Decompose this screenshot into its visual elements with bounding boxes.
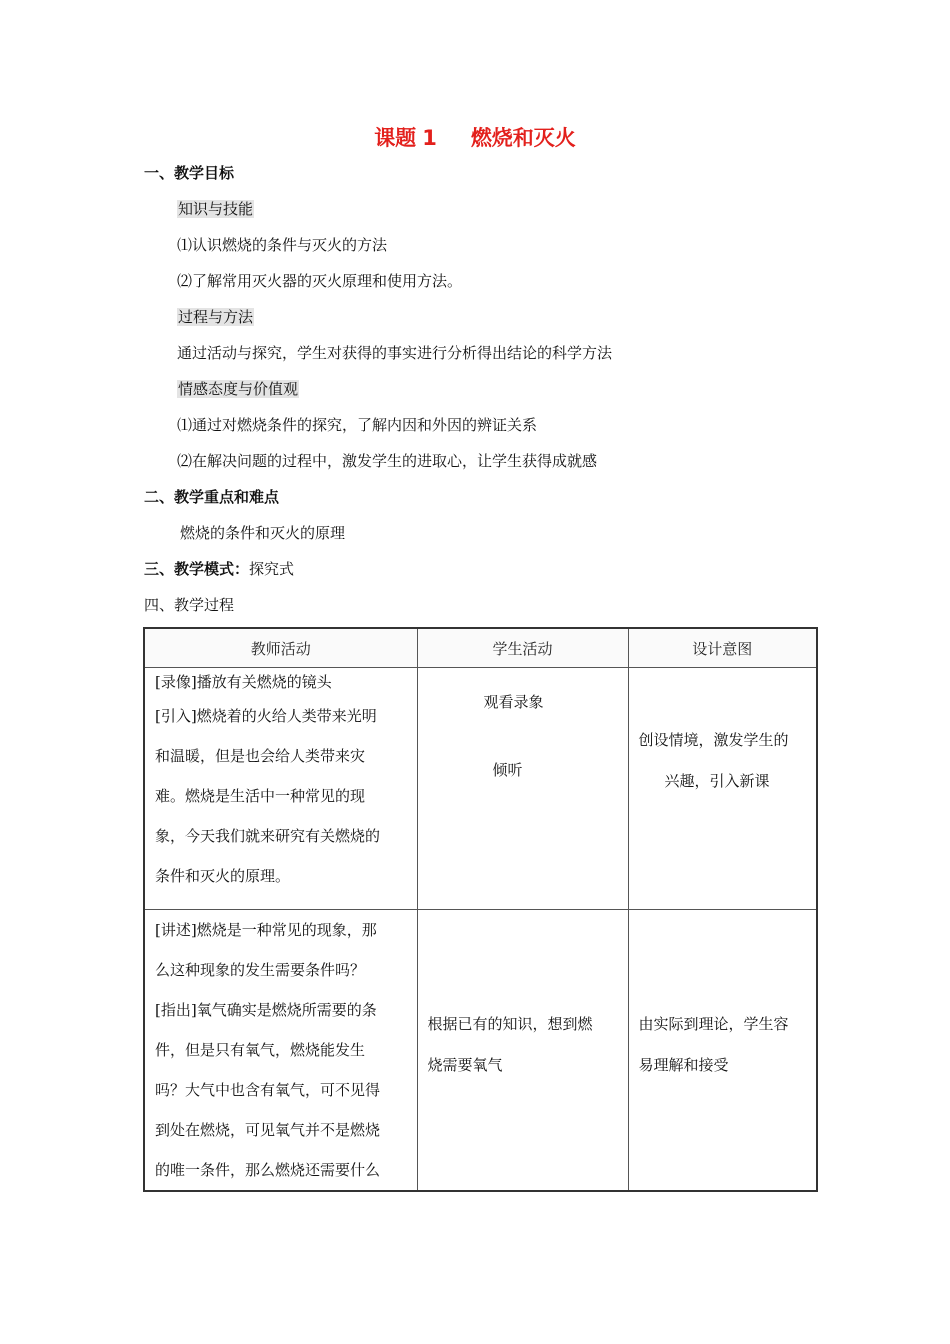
cell-line: 件，但是只有氧气，燃烧能发生 <box>155 1041 366 1059</box>
subheading-knowledge: 知识与技能 <box>178 200 254 218</box>
cell-line: [引入]燃烧着的火给人类带来光明 <box>155 707 377 725</box>
objective-item: ⑵在解决问题的过程中，激发学生的进取心，让学生获得成就感 <box>177 452 598 470</box>
table-row <box>144 668 817 910</box>
cell-line: [指出]氧气确实是燃烧所需要的条 <box>155 1001 377 1019</box>
title-prefix: 课题 <box>374 126 417 150</box>
cell-line: 的唯一条件，那么燃烧还需要什么 <box>155 1161 381 1179</box>
cell-line: 吗？大气中也含有氧气，可不见得 <box>155 1081 381 1099</box>
cell-line: 烧需要氧气 <box>427 1056 503 1074</box>
title-text: 燃烧和灭火 <box>470 126 576 150</box>
header-student: 学生活动 <box>417 628 628 668</box>
cell-line: [录像]播放有关燃烧的镜头 <box>155 673 332 691</box>
cell-line: 象，今天我们就来研究有关燃烧的 <box>155 827 381 845</box>
cell-line: 创设情境，激发学生的 <box>638 731 789 749</box>
cell-line: 兴趣，引入新课 <box>664 772 770 790</box>
teaching-mode-text: 探究式 <box>249 560 295 578</box>
section-4-heading: 四、教学过程 <box>144 596 235 614</box>
cell-line: 易理解和接受 <box>638 1056 729 1074</box>
section-1-heading: 一、教学目标 <box>144 164 235 182</box>
design-intent-cell <box>628 668 817 910</box>
section-3-heading: 三、教学模式： <box>144 560 250 578</box>
cell-line: 观看录象 <box>483 693 544 711</box>
student-activity-cell <box>417 910 628 1192</box>
objective-item: ⑴认识燃烧的条件与灭火的方法 <box>177 236 388 254</box>
page-title <box>0 122 950 152</box>
teacher-activity-cell <box>144 910 417 1192</box>
design-intent-cell <box>628 910 817 1192</box>
student-activity-cell <box>417 668 628 910</box>
table-row <box>144 910 817 1192</box>
table-header-row <box>144 628 817 668</box>
cell-line: 到处在燃烧，可见氧气并不是燃烧 <box>155 1121 381 1139</box>
key-points-text: 燃烧的条件和灭火的原理 <box>180 524 346 542</box>
objective-item: ⑵了解常用灭火器的灭火原理和使用方法。 <box>177 272 463 290</box>
title-number: 1 <box>422 126 437 150</box>
section-2-heading: 二、教学重点和难点 <box>144 488 280 506</box>
cell-line: 倾听 <box>492 761 523 779</box>
cell-line: 和温暖，但是也会给人类带来灾 <box>155 747 366 765</box>
teaching-process-table <box>143 627 818 1192</box>
cell-line: 条件和灭火的原理。 <box>155 867 291 885</box>
cell-line: 由实际到理论，学生容 <box>638 1015 789 1033</box>
cell-line: [讲述]燃烧是一种常见的现象，那 <box>155 921 377 939</box>
teacher-activity-cell <box>144 668 417 910</box>
header-teacher: 教师活动 <box>144 628 417 668</box>
objective-item: ⑴通过对燃烧条件的探究，了解内因和外因的辨证关系 <box>177 416 538 434</box>
objective-item: 通过活动与探究，学生对获得的事实进行分析得出结论的科学方法 <box>177 344 613 362</box>
subheading-process: 过程与方法 <box>178 308 254 326</box>
cell-line: 么这种现象的发生需要条件吗？ <box>155 961 366 979</box>
subheading-attitude: 情感态度与价值观 <box>178 380 299 398</box>
header-intent: 设计意图 <box>628 628 817 668</box>
cell-line: 根据已有的知识，想到燃 <box>427 1015 593 1033</box>
cell-line: 难。燃烧是生活中一种常见的现 <box>155 787 366 805</box>
